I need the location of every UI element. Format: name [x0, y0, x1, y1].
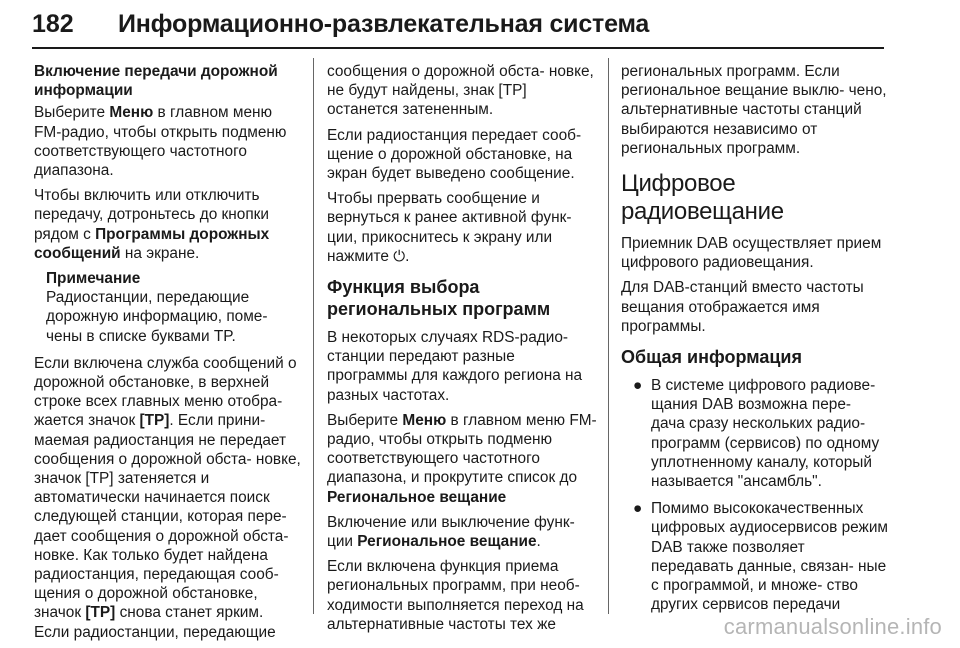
- paragraph: [327, 513, 597, 551]
- column-2: [327, 62, 597, 640]
- paragraph: [327, 411, 597, 507]
- section-heading-traffic: Включение передачи дорожной информации: [34, 63, 278, 100]
- note-block: [46, 269, 302, 346]
- bullet-icon: ●: [633, 500, 643, 518]
- menu-term: Меню: [109, 104, 154, 122]
- text: .: [405, 247, 410, 265]
- power-icon: ⏻: [393, 247, 406, 265]
- note-title: Примечание: [46, 270, 141, 288]
- regional-term: Региональное вещание: [327, 488, 507, 506]
- paragraph: Если включена функция приема региональных программ, при необ- ходимости выполняется переход на альтернативные частоты тех же: [327, 558, 584, 633]
- column-3: [621, 62, 889, 622]
- paragraph: [34, 103, 302, 180]
- paragraph: Если радиостанция передает сооб- щение о дорожной обстановке, на экран будет выведено сообщение.: [327, 126, 582, 183]
- text: Чтобы включить или отключить передачу, дотроньтесь до кнопки рядом с: [34, 187, 269, 243]
- column-1: [34, 62, 302, 648]
- list-item: [621, 499, 889, 614]
- section-heading-digital: Цифровое радиовещание: [621, 170, 784, 226]
- text: в главном меню FM-радио, чтобы открыть подменю соответствующего частотного диапазона.: [34, 104, 287, 180]
- text: Включение или выключение функ- ции: [327, 513, 575, 551]
- list-item-text: В системе цифрового радиове- щания DAB возможна пере- дача сразу нескольких радио- программ (сервисов) по одному уплотненному каналу, который называется "ансамбль".: [651, 377, 880, 491]
- list-item: [621, 376, 889, 491]
- section-heading-regional: Функция выбора региональных программ: [327, 277, 551, 320]
- header-rule: [32, 47, 884, 49]
- text: на экране.: [120, 244, 200, 262]
- text: в главном меню FM-радио, чтобы открыть подменю соответствующего частотного диапазона, и прокрутите список до: [327, 411, 597, 487]
- text: Если включена служба сообщений о дорожной обстановке, в верхней строке всех главных меню отобра- жается значок: [34, 354, 297, 430]
- note-text: Радиостанции, передающие дорожную информацию, поме- чены в списке буквами TP.: [46, 289, 268, 345]
- text: Выберите: [327, 411, 403, 429]
- traffic-programs-term: Программы дорожных сообщений: [34, 225, 270, 262]
- column-divider-1: [313, 58, 314, 614]
- page-title: Информационно-развлекательная система: [118, 10, 650, 38]
- paragraph: сообщения о дорожной обста- новке, не будут найдены, знак [TP] останется затененным.: [327, 63, 594, 119]
- paragraph: Для DAB-станций вместо частоты вещания отображается имя программы.: [621, 279, 864, 335]
- watermark-logo: carmanualsonline.info: [723, 614, 942, 639]
- section-heading-general: Общая информация: [621, 347, 802, 368]
- text: . Если прини- маемая радиостанция не передает сообщения о дорожной обста- новке, значок [TP] затеняется и автоматически начинается поиск следующей станции, которая пере- дает сообщения о дорожной обста- новке. Как только будет найдена радиостанция, передающая сооб- щения о дорожной обстановке, значок: [34, 412, 301, 622]
- text: Чтобы прервать сообщение и вернуться к ранее активной функ- ции, прикоснитесь к экрану или нажмите: [327, 190, 572, 265]
- list-item-text: Помимо высококачественных цифровых аудиосервисов режим DAB также позволяет передавать данные, связан- ные с программой, и множе- ство других сервисов передачи: [651, 500, 888, 614]
- text: Выберите: [34, 104, 110, 122]
- tp-symbol: [TP]: [85, 604, 116, 622]
- regional-term: Региональное вещание: [357, 533, 537, 551]
- paragraph: [327, 189, 597, 266]
- text: .: [536, 533, 541, 551]
- paragraph: региональных программ. Если региональное вещание выклю- чено, альтернативные частоты станций выбираются независимо от региональных программ.: [621, 63, 887, 157]
- paragraph: Приемник DAB осуществляет прием цифрового радиовещания.: [621, 235, 882, 272]
- page-header: [0, 0, 960, 48]
- paragraph: [34, 354, 302, 642]
- page-number: 182: [32, 10, 74, 38]
- tp-symbol: [TP]: [139, 412, 170, 430]
- menu-term: Меню: [402, 411, 447, 429]
- bullet-icon: ●: [633, 377, 643, 395]
- text: снова станет ярким. Если радиостанции, передающие: [34, 604, 276, 641]
- column-divider-2: [608, 58, 609, 614]
- paragraph: В некоторых случаях RDS-радио- станции передают разные программы для каждого региона на разных частотах.: [327, 329, 583, 404]
- paragraph: [34, 186, 302, 263]
